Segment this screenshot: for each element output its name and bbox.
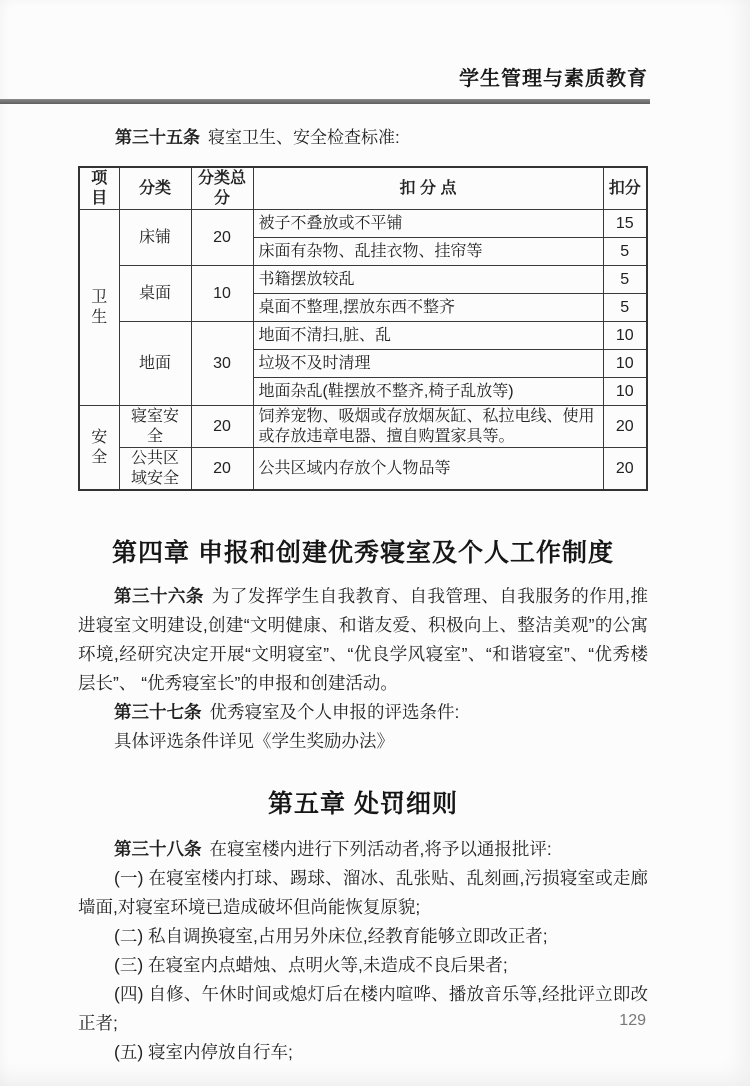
category-cell-public-area-safety: 公共区域安全 (119, 448, 191, 491)
table-row (79, 266, 647, 294)
inspection-standards-table (78, 166, 648, 491)
table-row (79, 322, 647, 350)
category-total-cell: 10 (191, 266, 253, 322)
article-38-label: 第三十八条 (114, 839, 202, 860)
article-35-text: 寝室卫生、安全检查标准: (208, 128, 400, 147)
article-38-paragraph (78, 835, 648, 864)
article-36-label: 第三十六条 (114, 586, 204, 607)
col-header-deduction: 扣分 (603, 167, 647, 210)
deduction-point-cell: 书籍摆放较乱 (253, 266, 603, 294)
deduction-score-cell: 10 (603, 378, 647, 406)
col-header-category: 分类 (119, 167, 191, 210)
deduction-point-cell: 被子不叠放或不平铺 (253, 210, 603, 238)
deduction-score-cell: 10 (603, 322, 647, 350)
deduction-point-cell: 桌面不整理,摆放东西不整齐 (253, 294, 603, 322)
deduction-score-cell: 10 (603, 350, 647, 378)
category-total-cell: 20 (191, 406, 253, 448)
table-row (79, 210, 647, 238)
deduction-point-cell: 饲养宠物、吸烟或存放烟灰缸、私拉电线、使用或存放违章电器、擅自购置家具等。 (253, 406, 603, 448)
table-header-row (79, 167, 647, 210)
col-header-item: 项目 (79, 167, 119, 210)
list-item-4: (四) 自修、午休时间或熄灯后在楼内喧哗、播放音乐等,经批评立即改正者; (78, 984, 648, 1034)
article-37-paragraph (78, 698, 648, 727)
col-header-deduction-point: 扣 分 点 (253, 167, 603, 210)
category-total-cell: 20 (191, 448, 253, 491)
deduction-score-cell: 20 (603, 406, 647, 448)
table-row (79, 448, 647, 491)
chapter-5-heading: 第五章 处罚细则 (268, 790, 458, 819)
deduction-score-cell: 5 (603, 238, 647, 266)
chapter-4-heading: 第四章 申报和创建优秀寝室及个人工作制度 (112, 539, 614, 568)
category-cell-dorm-safety: 寝室安全 (119, 406, 191, 448)
deduction-point-cell: 公共区域内存放个人物品等 (253, 448, 603, 491)
running-head-title: 学生管理与素质教育 (459, 68, 648, 90)
article-38-text: 在寝室楼内进行下列活动者,将予以通报批评: (209, 839, 552, 860)
deduction-point-cell: 地面杂乱(鞋摆放不整齐,椅子乱放等) (253, 378, 603, 406)
category-cell-desk: 桌面 (119, 266, 191, 322)
deduction-score-cell: 15 (603, 210, 647, 238)
category-total-cell: 30 (191, 322, 253, 406)
deduction-score-cell: 5 (603, 294, 647, 322)
col-header-category-total: 分类总分 (191, 167, 253, 210)
deduction-point-cell: 地面不清扫,脏、乱 (253, 322, 603, 350)
category-cell-floor: 地面 (119, 322, 191, 406)
list-item-1: (一) 在寝室楼内打球、踢球、溜冰、乱张贴、乱刻画,污损寝室或走廊墙面,对寝室环境已造成破坏但尚能恢复原貌; (78, 868, 648, 918)
list-item-2: (二) 私自调换寝室,占用另外床位,经教育能够立即改正者; (114, 926, 548, 947)
article-35-line (78, 127, 648, 149)
page-number: 129 (619, 1012, 646, 1029)
header-rule (0, 99, 650, 104)
article-36-text: 为了发挥学生自我教育、自我管理、自我服务的作用,推进寝室文明建设,创建“文明健康、和谐友爱、积极向上、整洁美观”的公寓环境,经研究决定开展“文明寝室”、“优良学风寝室”、“和谐寝室”、“优秀楼层长”、 “优秀寝室长”的申报和创建活动。 (78, 586, 648, 694)
article-37-note: 具体评选条件详见《学生奖励办法》 (114, 731, 394, 752)
table-row (79, 406, 647, 448)
item-cell-safety: 安全 (79, 406, 119, 491)
category-total-cell: 20 (191, 210, 253, 266)
list-item-3: (三) 在寝室内点蜡烛、点明火等,未造成不良后果者; (114, 955, 508, 976)
article-37-label: 第三十七条 (114, 702, 202, 723)
deduction-point-cell: 床面有杂物、乱挂衣物、挂帘等 (253, 238, 603, 266)
deduction-score-cell: 20 (603, 448, 647, 491)
deduction-score-cell: 5 (603, 266, 647, 294)
article-37-text: 优秀寝室及个人申报的评选条件: (209, 702, 460, 723)
item-cell-hygiene: 卫生 (79, 210, 119, 406)
article-35-label: 第三十五条 (115, 128, 200, 147)
deduction-point-cell: 垃圾不及时清理 (253, 350, 603, 378)
list-item-5: (五) 寝室内停放自行车; (114, 1042, 293, 1063)
category-cell-bed: 床铺 (119, 210, 191, 266)
article-36-paragraph (78, 582, 648, 698)
